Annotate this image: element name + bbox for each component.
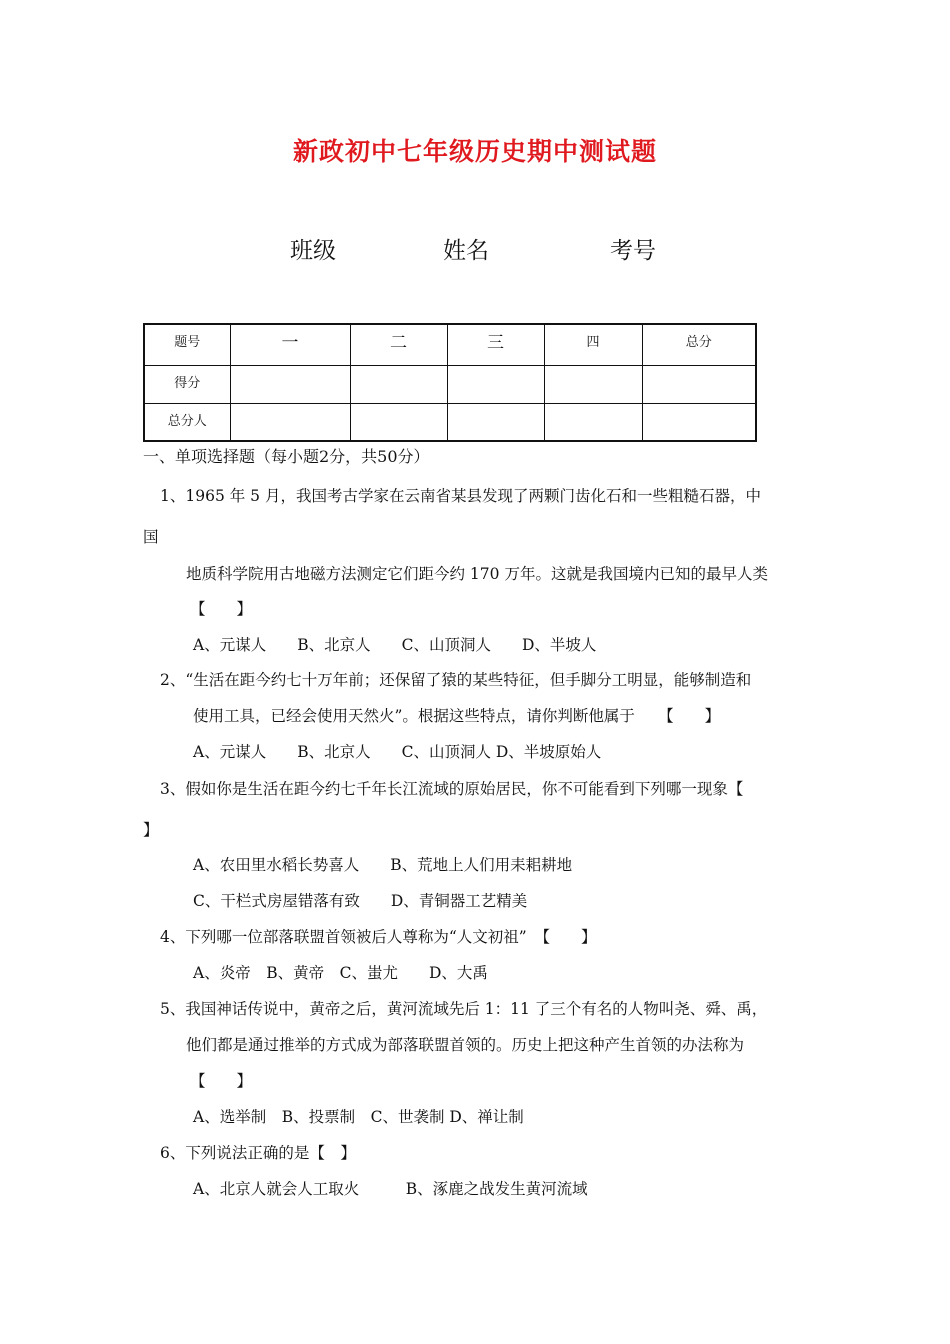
question-text: 6、下列说法正确的是【 】 bbox=[160, 1144, 356, 1162]
question-text: 4、下列哪一位部落联盟首领被后人尊称为“人文初祖” 【 】 bbox=[160, 928, 597, 946]
header-cell: 四 bbox=[544, 324, 642, 366]
answer-bracket: 【 】 bbox=[190, 600, 253, 618]
grader-row bbox=[144, 404, 756, 442]
name-label: 姓名 bbox=[443, 238, 489, 264]
answer-options: A、元谋人 B、北京人 C、山顶洞人 D、半坡人 bbox=[193, 636, 597, 654]
question-text: 5、我国神话传说中，黄帝之后，黄河流域先后 1：11 了三个有名的人物叫尧、舜、禹， bbox=[160, 1000, 768, 1018]
class-label: 班级 bbox=[290, 238, 336, 264]
question-text: 国 bbox=[143, 528, 159, 546]
answer-options: A、炎帝 B、黄帝 C、蚩尤 D、大禹 bbox=[193, 964, 488, 982]
grader-cell[interactable] bbox=[230, 404, 350, 442]
header-cell: 总分 bbox=[642, 324, 756, 366]
answer-options: A、选举制 B、投票制 C、世袭制 D、禅让制 bbox=[193, 1108, 524, 1126]
header-cell: 二 bbox=[350, 324, 447, 366]
score-cell[interactable] bbox=[230, 366, 350, 404]
question-text: 1、1965 年 5 月，我国考古学家在云南省某县发现了两颗门齿化石和一些粗糙石器，中 bbox=[160, 487, 761, 505]
exam-title: 新政初中七年级历史期中测试题 bbox=[292, 137, 657, 166]
question-text: 3、假如你是生活在距今约七千年长江流域的原始居民，你不可能看到下列哪一现象【 bbox=[160, 780, 744, 798]
question-text: 他们都是通过推举的方式成为部落联盟首领的。历史上把这种产生首领的办法称为 bbox=[186, 1036, 745, 1054]
answer-options: A、元谋人 B、北京人 C、山顶洞人 D、半坡原始人 bbox=[193, 743, 602, 761]
answer-bracket: 】 bbox=[143, 821, 159, 839]
score-row-label: 得分 bbox=[144, 366, 230, 404]
question-text: 2、“生活在距今约七十万年前；还保留了猿的某些特征，但手脚分工明显，能够制造和 bbox=[160, 671, 752, 689]
grader-row-label: 总分人 bbox=[144, 404, 230, 442]
section-heading: 一、单项选择题（每小题2分，共50分） bbox=[143, 447, 430, 466]
score-cell[interactable] bbox=[642, 366, 756, 404]
score-cell[interactable] bbox=[447, 366, 544, 404]
score-cell[interactable] bbox=[350, 366, 447, 404]
answer-bracket: 【 】 bbox=[190, 1072, 253, 1090]
score-table bbox=[143, 323, 757, 442]
header-cell: 三 bbox=[447, 324, 544, 366]
answer-options: C、干栏式房屋错落有致 D、青铜器工艺精美 bbox=[193, 892, 528, 910]
grader-cell[interactable] bbox=[544, 404, 642, 442]
question-text: 使用工具，已经会使用天然火”。根据这些特点，请你判断他属于 【 】 bbox=[193, 707, 721, 725]
answer-options: A、北京人就会人工取火 B、涿鹿之战发生黄河流域 bbox=[193, 1180, 588, 1198]
grader-cell[interactable] bbox=[447, 404, 544, 442]
question-text: 地质科学院用古地磁方法测定它们距今约 170 万年。这就是我国境内已知的最早人类 bbox=[186, 565, 768, 583]
header-cell: 题号 bbox=[144, 324, 230, 366]
answer-options: A、农田里水稻长势喜人 B、荒地上人们用耒耜耕地 bbox=[193, 856, 573, 874]
header-cell: 一 bbox=[230, 324, 350, 366]
score-cell[interactable] bbox=[544, 366, 642, 404]
grader-cell[interactable] bbox=[642, 404, 756, 442]
score-row bbox=[144, 366, 756, 404]
exam-number-label: 考号 bbox=[610, 238, 656, 264]
grader-cell[interactable] bbox=[350, 404, 447, 442]
score-table-header-row bbox=[144, 324, 756, 366]
